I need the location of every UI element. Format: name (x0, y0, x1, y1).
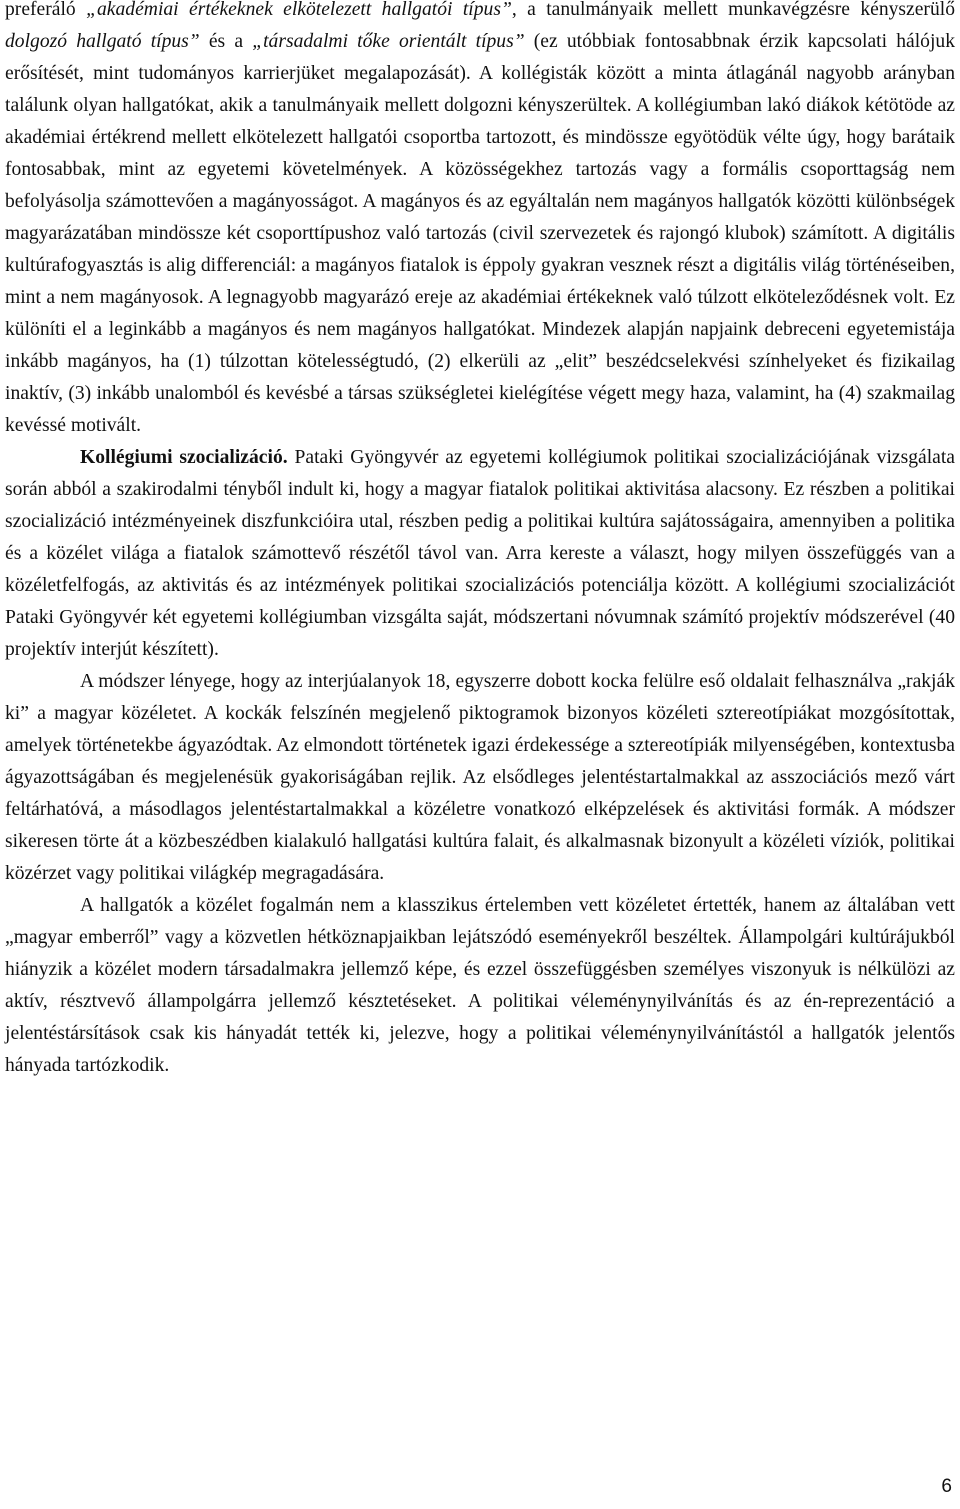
paragraph-1-run-1: preferáló (5, 0, 87, 20)
paragraph-4-run-1: A hallgatók a közélet fogalmán nem a klasszikus értelemben vett közéletet értették, hanem az általában vett „magyar emberről” vagy a közvetlen hétköznapjaikban lejátszódó eseményekről beszéltek. Állampolgári kultúrájukból hiányzik a közélet modern társadalmakra jellemző képe, és ezzel összefüggésben személyes viszonyuk is nélkülözi az aktív, résztvevő állampolgárra jellemző késztetéseket. A politikai véleménynyilvánítás és az én-reprezentáció a jelentéstársítások csak kis hányadát tették ki, jelezve, hogy a politikai véleménynyilvánítástól a hallgatók jelentős hányada tartózkodik. (5, 895, 955, 1076)
paragraph-1-run-4: dolgozó hallgató típus” (5, 31, 200, 52)
paragraph-1-run-6: „társadalmi tőke orientált típus” (252, 31, 525, 52)
paragraph-3-run-1: A módszer lényege, hogy az interjúalanyok 18, egyszerre dobott kocka felülre eső oldalait felhasználva „rakják ki” a magyar közéletet. A kockák felszínén megjelenő piktogramok bizonyos közéleti sztereotípiákat mozgósítottak, amelyek történetekbe ágyazódtak. Az elmondott történetek igazi érdekessége a sztereotípiák milyenségében, kontextusba ágyazottságában és megjelenésük gyakoriságában rejlik. Az elsődleges jelentéstartalmakkal az asszociációs mező várt feltárhatóvá, a másodlagos jelentéstartalmakkal a közéletre vonatkozó elképzelések és aktivitási formák. A módszer sikeresen törte át a közbeszédben kialakuló hallgatási kultúra falait, és alkalmasnak bizonyult a közéleti víziók, politikai közérzet vagy politikai világkép megragadására. (5, 671, 955, 884)
paragraph-1-run-5: és a (199, 31, 253, 52)
paragraph-1-run-7: (ez utóbbiak fontosabbnak érzik kapcsolati hálójuk erősítését, mint tudományos karrierjüket megalapozását). A kollégisták között a minta átlagánál nagyobb arányban találunk olyan hallgatókat, akik a tanulmányaik mellett dolgozni kényszerültek. A kollégiumban lakó diákok kétötöde az akadémiai értékrend mellett elkötelezett hallgatói csoportba tartozott, és mindössze egyötödük vélte úgy, hogy barátaik fontosabbak, mint az egyetemi követelmények. A közösségekhez tartozás vagy a formális csoporttagság nem befolyásolja számottevően a magányosságot. A magányos és az egyáltalán nem magányos hallgatók közötti különbségek magyarázatában mindössze két csoporttípushoz való tartozás (civil szervezetek és rajongó klubok) számított. A digitális kultúrafogyasztás is alig differenciál: a magányos fiatalok is éppoly gyakran vesznek részt a digitális világ történéseiben, mint a nem magányosok. A legnagyobb magyarázó ereje az akadémiai értékeknek való túlzott elköteleződésnek volt. Ez különíti el a leginkább a magányos és nem magányos hallgatókat. Mindezek alapján napjaink debreceni egyetemistája inkább magányos, ha (1) túlzottan kötelességtudó, (2) elkerüli az „elit” beszédcselekvési színhelyeket és fizikailag inaktív, (3) inkább unalomból és kevésbé a társas szükségletei kielégítése végett megy haza, valamint, ha (4) szakmailag kevéssé motivált. (5, 31, 956, 436)
paragraph-2-run-2: Pataki Gyöngyvér az egyetemi kollégiumok politikai szocializációjának vizsgálata során abból a szakirodalmi tényből indult ki, hogy a magyar fiatalok politikai aktivitása alacsony. Ez részben a politikai szocializáció intézményeinek diszfunkcióira utal, részben pedig a politikai kultúra sajátosságaira, amennyiben a politika és a közélet világa a fiatalok számottevő részétől távol van. Arra kereste a választ, hogy milyen összefüggés van a közéletfelfogás, az aktivitás és az intézmények politikai szocializációs potenciálja között. A kollégiumi szocializációt Pataki Gyöngyvér két egyetemi kollégiumban vizsgálta saját, módszertani nóvumnak számító projektív módszerével (40 projektív interjút készített). (5, 447, 955, 660)
paragraph-3 (5, 666, 955, 890)
page-number: 6 (941, 1476, 952, 1497)
paragraph-2 (5, 442, 955, 666)
paragraph-1-run-2: „akadémiai értékeknek elkötelezett hallgatói típus” (86, 0, 512, 20)
paragraph-1 (5, 0, 955, 442)
section-heading: Kollégiumi szocializáció. (80, 447, 288, 468)
paragraph-4 (5, 890, 955, 1082)
paragraph-1-run-3: , a tanulmányaik mellett munkavégzésre kényszerülő (511, 0, 955, 20)
document-page (5, 0, 955, 1082)
